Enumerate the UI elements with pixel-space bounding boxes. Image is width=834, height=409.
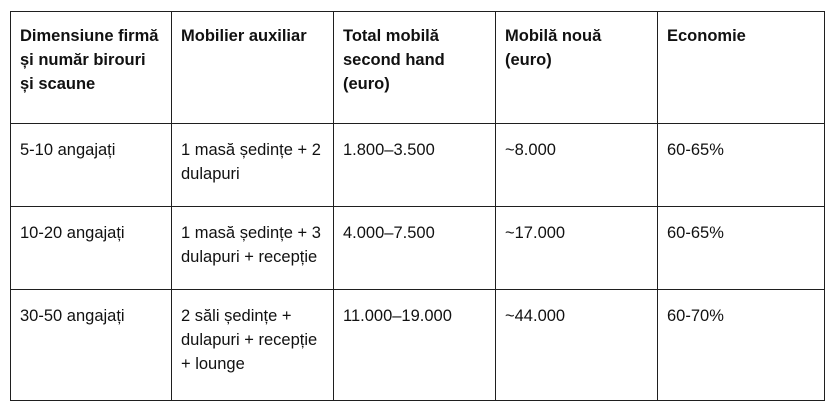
- table-row: [11, 124, 825, 207]
- cell-savings: 60-65%: [658, 207, 825, 290]
- cell-auxiliary-furniture: 2 săli ședințe + dulapuri + recepție + lounge: [172, 290, 334, 401]
- cell-auxiliary-furniture: 1 masă ședințe + 3 dulapuri + recepție: [172, 207, 334, 290]
- header-new-furniture: Mobilă nouă (euro): [496, 12, 658, 124]
- header-second-hand-total: Total mobilă second hand (euro): [334, 12, 496, 124]
- cell-savings: 60-65%: [658, 124, 825, 207]
- cell-second-hand-total: 4.000–7.500: [334, 207, 496, 290]
- cell-auxiliary-furniture: 1 masă ședințe + 2 dulapuri: [172, 124, 334, 207]
- cell-second-hand-total: 1.800–3.500: [334, 124, 496, 207]
- cell-company-size: 30-50 angajați: [11, 290, 172, 401]
- comparison-table: [10, 11, 825, 401]
- cell-savings: 60-70%: [658, 290, 825, 401]
- comparison-table-wrapper: [10, 11, 825, 401]
- table-header-row: [11, 12, 825, 124]
- cell-company-size: 10-20 angajați: [11, 207, 172, 290]
- cell-second-hand-total: 11.000–19.000: [334, 290, 496, 401]
- header-company-size: Dimensiune firmă și număr birouri și scaune: [11, 12, 172, 124]
- header-auxiliary-furniture: Mobilier auxiliar: [172, 12, 334, 124]
- cell-new-furniture: ~8.000: [496, 124, 658, 207]
- table-row: [11, 290, 825, 401]
- header-savings: Economie: [658, 12, 825, 124]
- cell-new-furniture: ~17.000: [496, 207, 658, 290]
- cell-new-furniture: ~44.000: [496, 290, 658, 401]
- cell-company-size: 5-10 angajați: [11, 124, 172, 207]
- table-row: [11, 207, 825, 290]
